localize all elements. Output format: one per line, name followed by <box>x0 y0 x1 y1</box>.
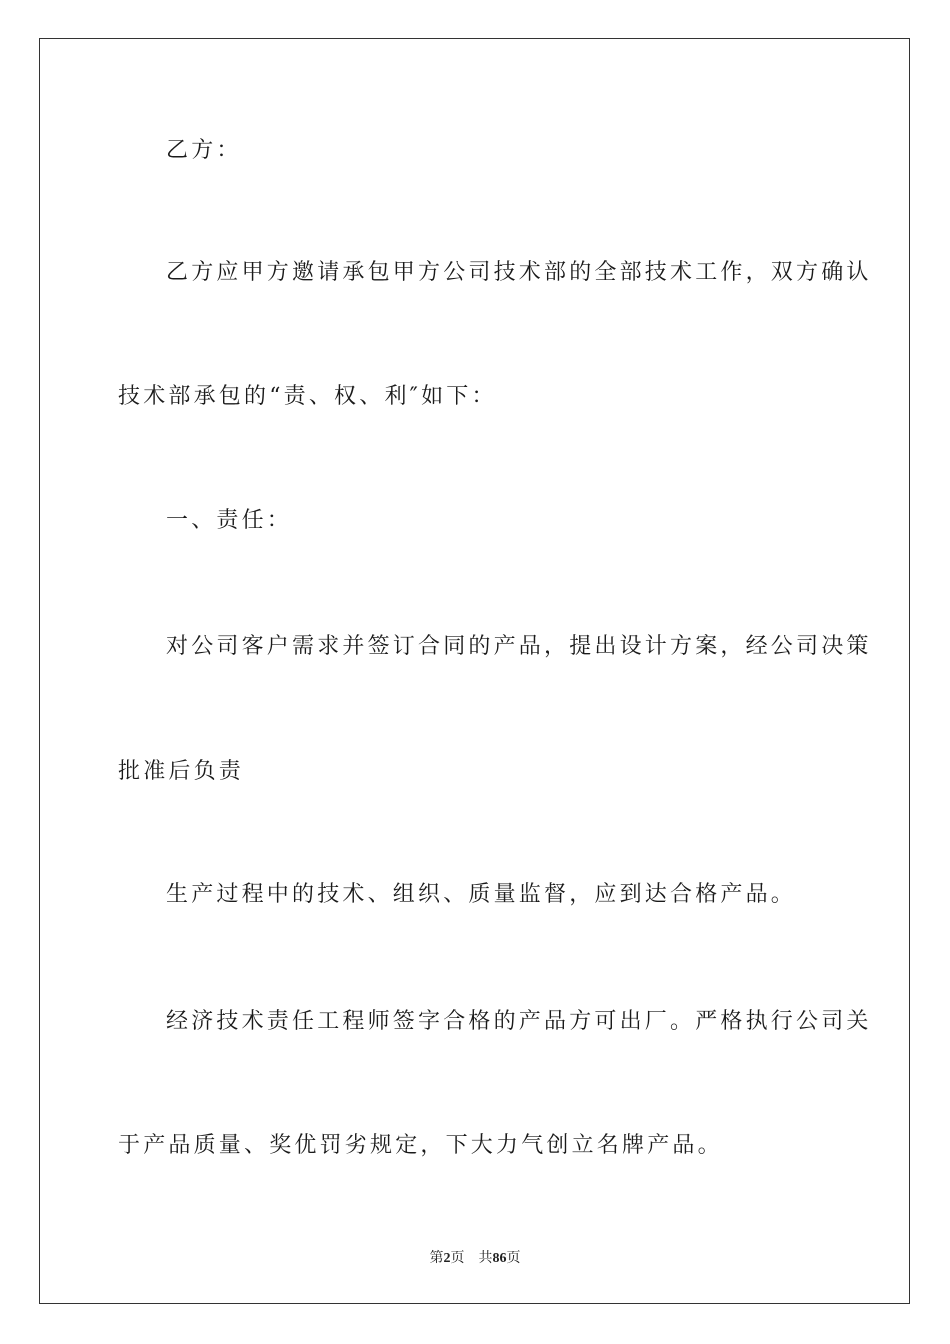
total-suffix: 页 <box>506 1251 521 1266</box>
paragraph-line: 于产品质量、奖优罚劣规定，下大力气创立名牌产品。 <box>118 1133 723 1158</box>
section-heading-responsibility: 一、责任： <box>166 508 293 533</box>
page-suffix: 页 <box>450 1251 465 1266</box>
paragraph-line: 生产过程中的技术、组织、质量监督，应到达合格产品。 <box>166 882 797 907</box>
paragraph-line: 技术部承包的“责、权、利″如下： <box>118 384 497 409</box>
total-prefix: 共 <box>478 1251 493 1266</box>
paragraph-line: 经济技术责任工程师签字合格的产品方可出厂。严格执行公司关 <box>166 1009 872 1034</box>
party-b-heading: 乙方： <box>166 138 242 163</box>
page-prefix: 第 <box>429 1251 444 1266</box>
paragraph-line: 批准后负责 <box>118 759 245 784</box>
page-footer <box>0 1247 950 1267</box>
paragraph-line: 乙方应甲方邀请承包甲方公司技术部的全部技术工作，双方确认 <box>166 260 872 285</box>
page-border <box>39 38 910 1304</box>
total-pages: 86 <box>492 1251 507 1266</box>
paragraph-line: 对公司客户需求并签订合同的产品，提出设计方案，经公司决策 <box>166 634 872 659</box>
page-number: 2 <box>443 1251 451 1266</box>
